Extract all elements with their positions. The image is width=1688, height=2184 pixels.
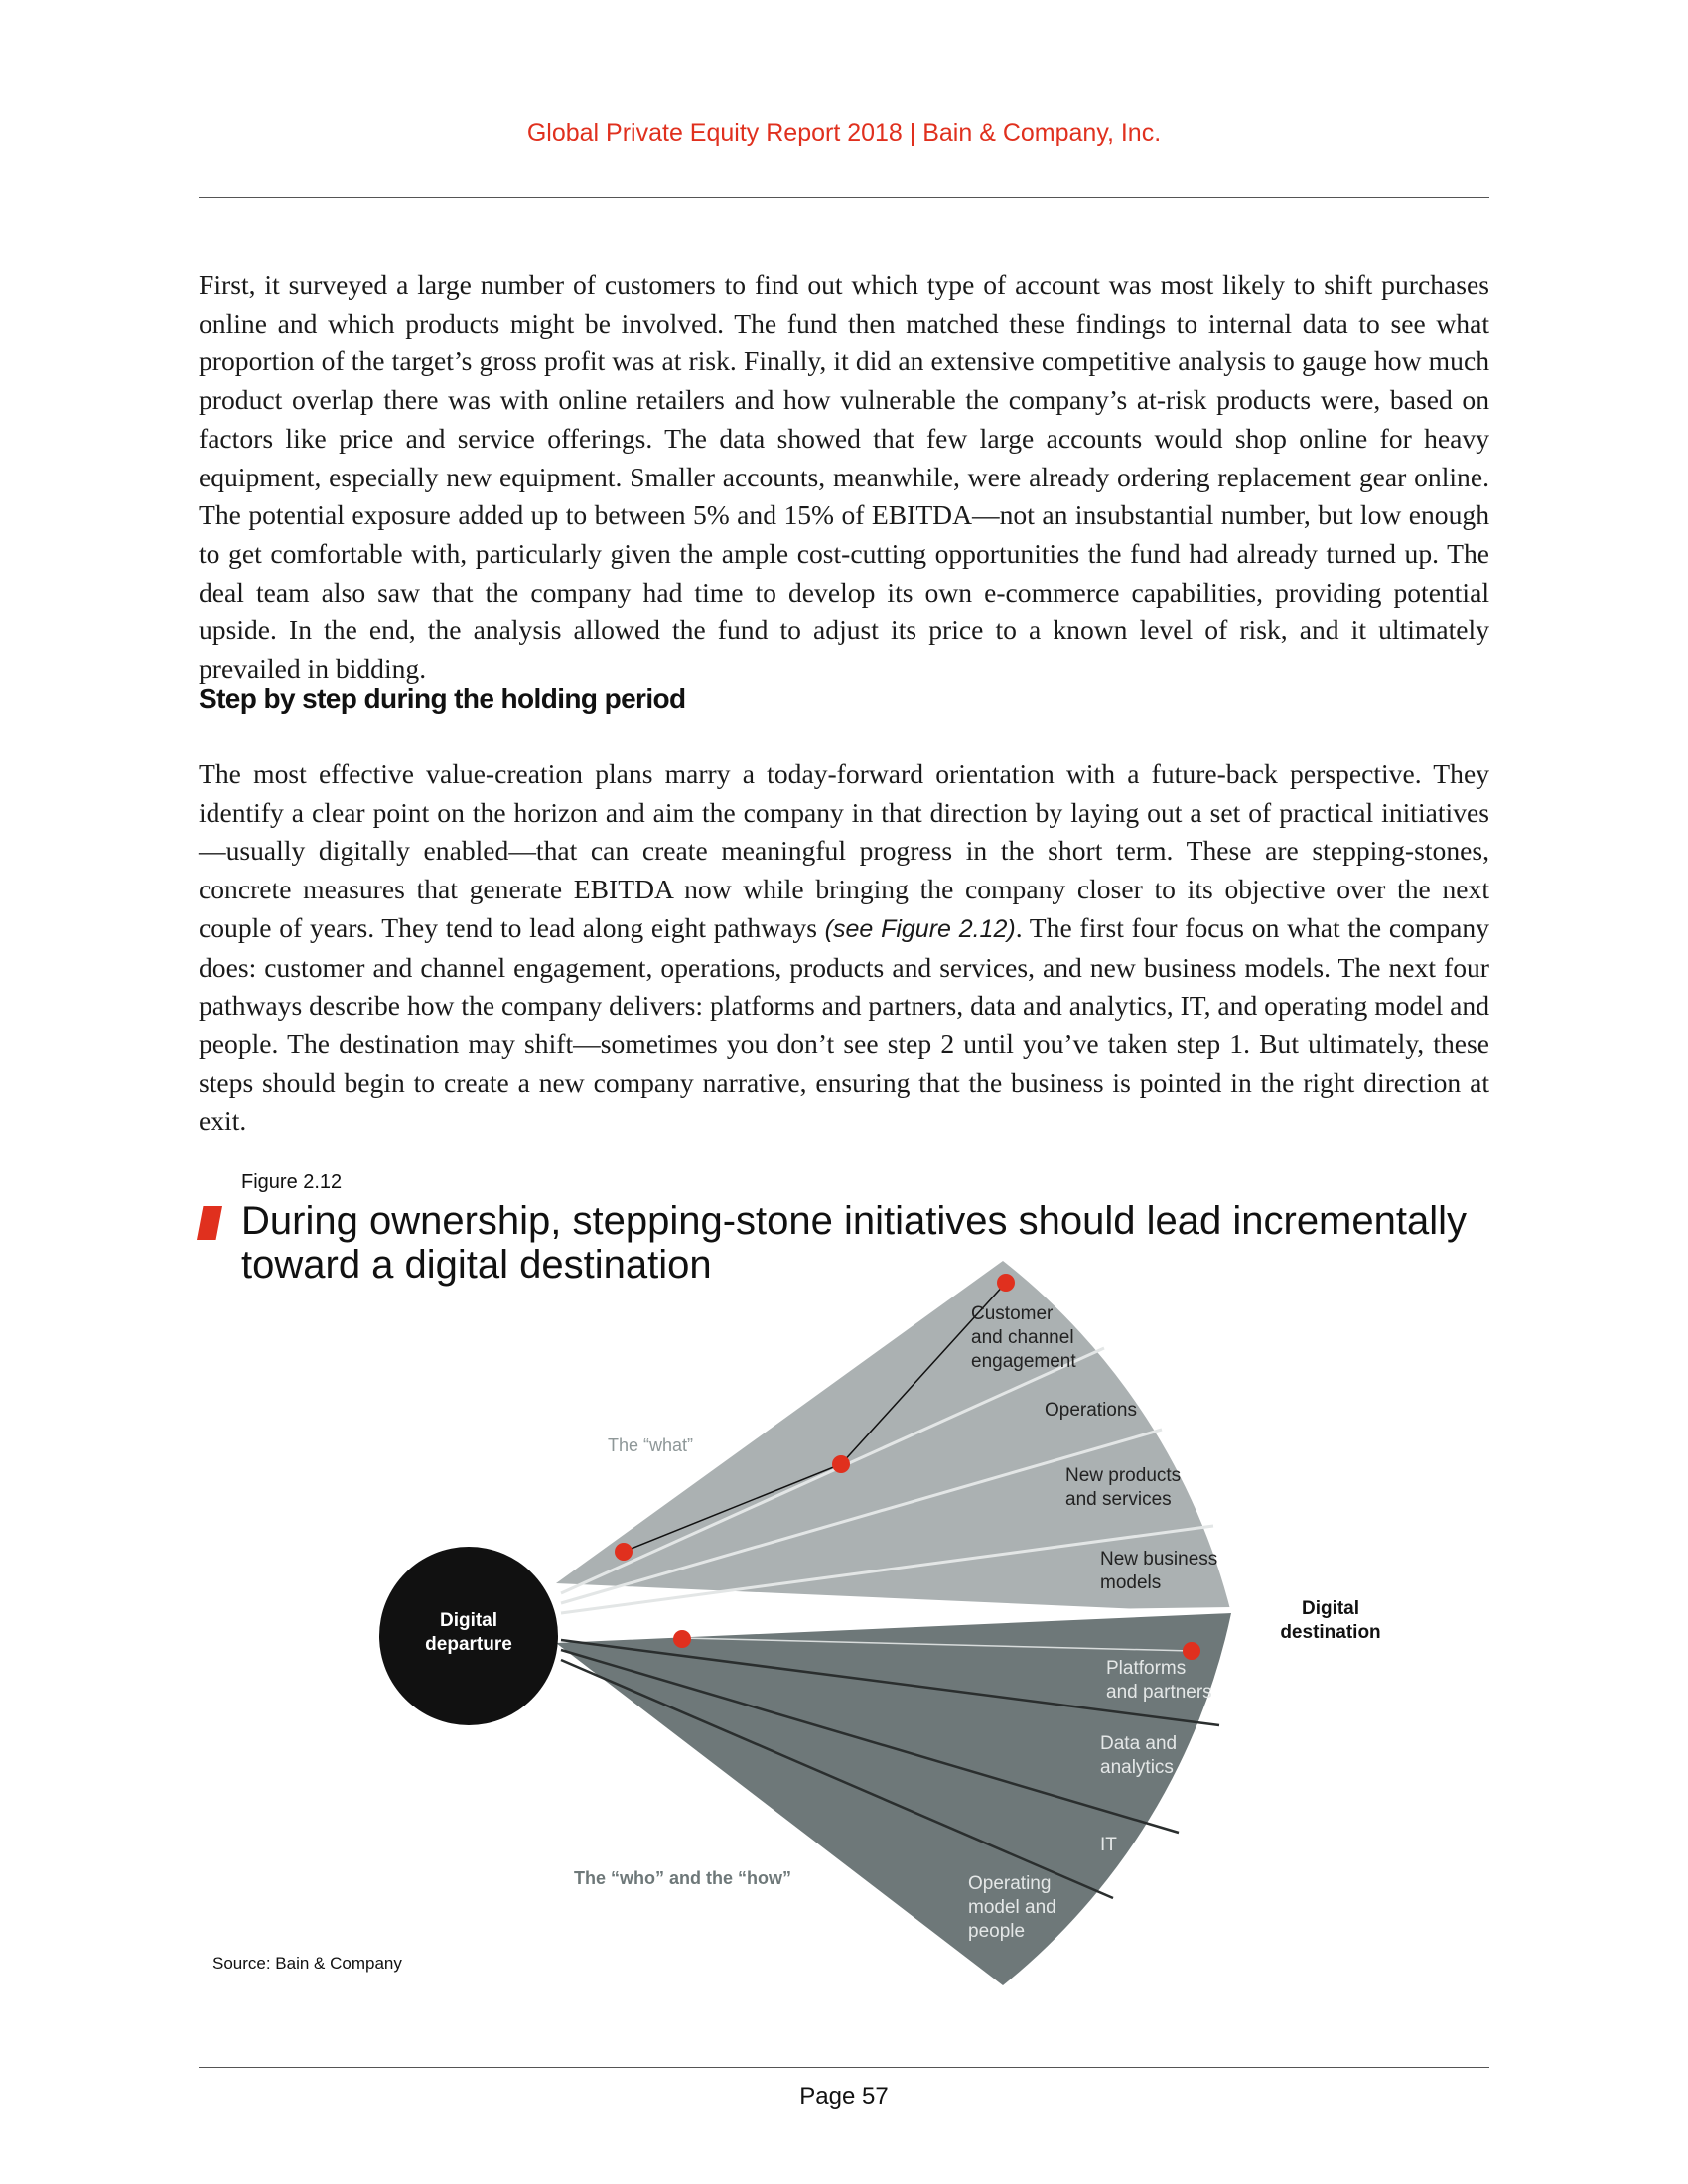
figure-label: Figure 2.12 xyxy=(241,1171,343,1193)
pathway-platforms-line1: Platforms xyxy=(1106,1658,1187,1679)
pathway-operations: Operations xyxy=(1045,1400,1137,1421)
figure-reference: (see Figure 2.12) xyxy=(824,914,1016,943)
pathway-business-models-line2: models xyxy=(1100,1572,1162,1593)
pathway-customer-line3: engagement xyxy=(971,1351,1076,1372)
pathway-operating-model-line1: Operating xyxy=(968,1873,1052,1894)
pathway-customer-line1: Customer xyxy=(971,1303,1054,1324)
paragraph-2-text-b: . The first four focus on what the company does: customer and channel engagement, operations, products and services, and new business models. The next four pathways describe how the company delivers: platforms and partners, data and analytics, IT, and operating model and people. The destination may shift—sometimes you don’t see step 2 until you’ve taken step 1. But ultimately, these steps should begin to create a new company narrative, ensuring that the business is pointed in the right direction at exit. xyxy=(199,911,1490,1137)
stepping-stone-how-1 xyxy=(673,1630,691,1648)
figure-title: During ownership, stepping-stone initiatives should lead incrementally toward a digital destination xyxy=(241,1199,1468,1287)
footer-divider xyxy=(199,2067,1489,2068)
paragraph-2-text-a: The most effective value-creation plans marry a today-forward orientation with a future-back perspective. They identify a clear point on the horizon and aim the company in that direction by laying out a set of practical initiatives—usually digitally enabled—that can create meaningful progress in the short term. These are stepping-stones, concrete measures that generate EBITDA now while bringing the company closer to its objective over the next couple of years. They tend to lead along eight pathways xyxy=(199,758,1489,943)
what-group-label: The “what” xyxy=(608,1435,694,1455)
figure-source: Source: Bain & Company xyxy=(212,1954,402,1973)
pathway-it: IT xyxy=(1100,1835,1117,1855)
section-heading: Step by step during the holding period xyxy=(199,683,686,714)
destination-label-line2: destination xyxy=(1280,1622,1381,1643)
departure-label-line1: Digital xyxy=(439,1610,498,1631)
pathway-operating-model-line2: model and xyxy=(968,1897,1056,1918)
report-header: Global Private Equity Report 2018 | Bain & Company, Inc. xyxy=(526,119,1162,147)
who-how-group-label: The “who” and the “how” xyxy=(574,1868,791,1888)
pathway-data-line2: analytics xyxy=(1100,1757,1174,1778)
stepping-stone-what-3 xyxy=(997,1274,1015,1292)
pathway-customer-line2: and channel xyxy=(971,1327,1074,1348)
pathway-products-line2: and services xyxy=(1065,1489,1172,1510)
stepping-stone-what-2 xyxy=(832,1455,850,1473)
page-number: Page 57 xyxy=(799,2083,889,2110)
pathway-business-models-line1: New business xyxy=(1100,1549,1218,1570)
body-paragraph-1: First, it surveyed a large number of customers to find out which type of account was most likely to shift purchases online and which products might be involved. The fund then matched these findings to internal data to see what proportion of the target’s gross profit was at risk. Finally, it did an extensive competitive analysis to gauge how much product overlap there was with online retailers and how vulnerable the company’s at-risk products were, based on factors like price and service offerings. The data showed that few large accounts would shop online for heavy equipment, especially new equipment. Smaller accounts, meanwhile, were already ordering replacement gear online. The potential exposure added up to between 5% and 15% of EBITDA—not an insubstantial number, but low enough to get comfortable with, particularly given the ample cost-cutting opportunities the fund had already turned up. The deal team also saw that the company had time to develop its own e-commerce capabilities, providing potential upside. In the end, the analysis allowed the fund to adjust its price to a known level of risk, and it ultimately prevailed in bidding. xyxy=(199,269,1489,685)
pathway-platforms-line2: and partners xyxy=(1106,1682,1212,1703)
destination-label-line1: Digital xyxy=(1301,1598,1360,1619)
pathway-operating-model-line3: people xyxy=(968,1921,1026,1942)
departure-label-line2: departure xyxy=(425,1634,512,1655)
pathway-data-line1: Data and xyxy=(1100,1733,1178,1754)
pathway-products-line1: New products xyxy=(1065,1465,1182,1486)
stepping-stone-what-1 xyxy=(615,1543,633,1561)
